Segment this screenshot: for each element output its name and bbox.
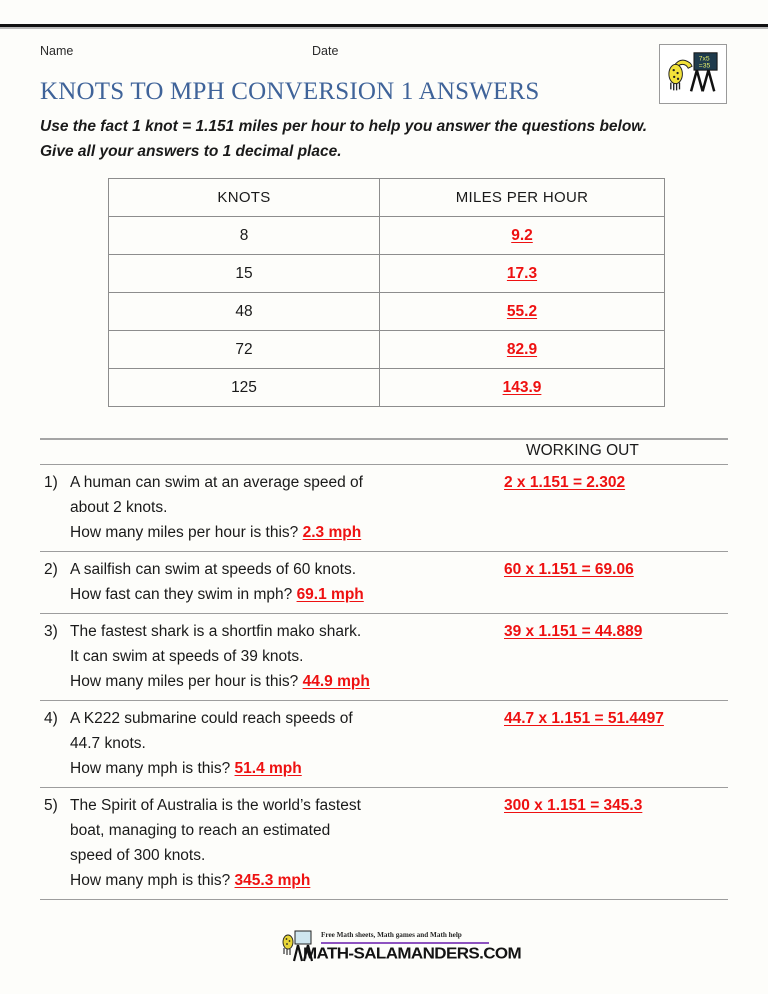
- footer-logo-group: [277, 928, 522, 978]
- answer-value: 9.2: [511, 226, 533, 244]
- header-knots: KNOTS: [109, 179, 380, 217]
- answer-value: 17.3: [506, 264, 538, 282]
- question-line-with-answer: How many miles per hour is this? 44.9 mph: [70, 673, 370, 690]
- cell-knots: 72: [109, 331, 380, 369]
- page-title: KNOTS TO MPH CONVERSION 1 ANSWERS: [40, 78, 540, 105]
- footer-brand: MATH-SALAMANDERS.COM: [303, 944, 522, 963]
- table-row: [109, 255, 665, 293]
- page-top-rule: [0, 24, 768, 27]
- inline-answer: 44.9 mph: [302, 673, 370, 690]
- cell-knots: 48: [109, 293, 380, 331]
- answer-value: 82.9: [506, 340, 538, 358]
- question-row: [40, 552, 728, 613]
- svg-text:7x5: 7x5: [698, 55, 710, 63]
- working-out-label: WORKING OUT: [526, 442, 639, 459]
- table-row: [109, 293, 665, 331]
- cell-knots: 8: [109, 217, 380, 255]
- question-line: boat, managing to reach an estimated: [70, 822, 331, 839]
- cell-mph: [380, 217, 665, 255]
- question-row: [40, 614, 728, 700]
- question-text: [70, 619, 504, 694]
- question-line: It can swim at speeds of 39 knots.: [70, 648, 304, 665]
- question-line-with-answer: How many mph is this? 345.3 mph: [70, 872, 311, 889]
- instruction-line-2: Give all your answers to 1 decimal place.: [40, 143, 342, 160]
- question-line: 44.7 knots.: [70, 735, 146, 752]
- question-line: about 2 knots.: [70, 499, 168, 516]
- cell-mph: [380, 255, 665, 293]
- cell-mph: [380, 293, 665, 331]
- page-footer: [0, 928, 768, 983]
- question-text: [70, 706, 504, 781]
- question-number: 4): [44, 710, 58, 727]
- footer-underline: [321, 942, 489, 944]
- question-line: The Spirit of Australia is the world’s fastest: [70, 797, 361, 814]
- question-line: A human can swim at an average speed of: [70, 474, 363, 491]
- question-line: A sailfish can swim at speeds of 60 knots.: [70, 561, 357, 578]
- student-meta-row: [40, 44, 640, 60]
- question-number: 5): [44, 797, 58, 814]
- question-line: A K222 submarine could reach speeds of: [70, 710, 353, 727]
- working-out-cell: [504, 557, 728, 607]
- salamander-logo: [659, 44, 727, 104]
- header-mph: MILES PER HOUR: [380, 179, 665, 217]
- cell-mph: [380, 331, 665, 369]
- question-line: speed of 300 knots.: [70, 847, 206, 864]
- date-label: Date: [312, 44, 339, 58]
- question-number: 2): [44, 561, 58, 578]
- working-out-value: 60 x 1.151 = 69.06: [504, 561, 634, 578]
- answer-value: 55.2: [506, 302, 538, 320]
- name-label: Name: [40, 44, 74, 58]
- question-line-with-answer: How many miles per hour is this? 2.3 mph: [70, 524, 362, 541]
- cell-knots: 15: [109, 255, 380, 293]
- working-out-cell: [504, 470, 728, 545]
- question-line: The fastest shark is a shortfin mako shark.: [70, 623, 362, 640]
- working-out-cell: [504, 706, 728, 781]
- question-text: [70, 557, 504, 607]
- working-out-header: [40, 440, 728, 464]
- cell-knots: 125: [109, 369, 380, 407]
- working-out-value: 39 x 1.151 = 44.889: [504, 623, 643, 640]
- table-row: [109, 217, 665, 255]
- inline-answer: 2.3 mph: [302, 524, 362, 541]
- question-text: [70, 793, 504, 893]
- inline-answer: 51.4 mph: [234, 760, 302, 777]
- questions-bottom-rule: [40, 899, 728, 900]
- inline-answer: 345.3 mph: [234, 872, 311, 889]
- working-out-value: 2 x 1.151 = 2.302: [504, 474, 626, 491]
- questions-section: [40, 438, 728, 900]
- conversion-table: [108, 178, 665, 407]
- answer-value: 143.9: [502, 378, 542, 396]
- table-header-row: [109, 179, 665, 217]
- question-row: [40, 701, 728, 787]
- question-text: [70, 470, 504, 545]
- conversion-table-body: [109, 179, 665, 407]
- question-row: [40, 788, 728, 899]
- question-line-with-answer: How many mph is this? 51.4 mph: [70, 760, 302, 777]
- working-out-cell: [504, 793, 728, 893]
- working-out-value: 300 x 1.151 = 345.3: [504, 797, 643, 814]
- instructions: [40, 114, 730, 164]
- table-row: [109, 331, 665, 369]
- table-row: [109, 369, 665, 407]
- question-number: 3): [44, 623, 58, 640]
- cell-mph: [380, 369, 665, 407]
- working-out-cell: [504, 619, 728, 694]
- question-line-with-answer: How fast can they swim in mph? 69.1 mph: [70, 586, 364, 603]
- footer-tagline: Free Math sheets, Math games and Math help: [321, 931, 462, 939]
- inline-answer: 69.1 mph: [296, 586, 364, 603]
- instruction-line-1: Use the fact 1 knot = 1.151 miles per hour to help you answer the questions below.: [40, 118, 648, 135]
- svg-text:=35: =35: [698, 62, 711, 70]
- question-number: 1): [44, 474, 58, 491]
- working-out-value: 44.7 x 1.151 = 51.4497: [504, 710, 664, 727]
- question-row: [40, 465, 728, 551]
